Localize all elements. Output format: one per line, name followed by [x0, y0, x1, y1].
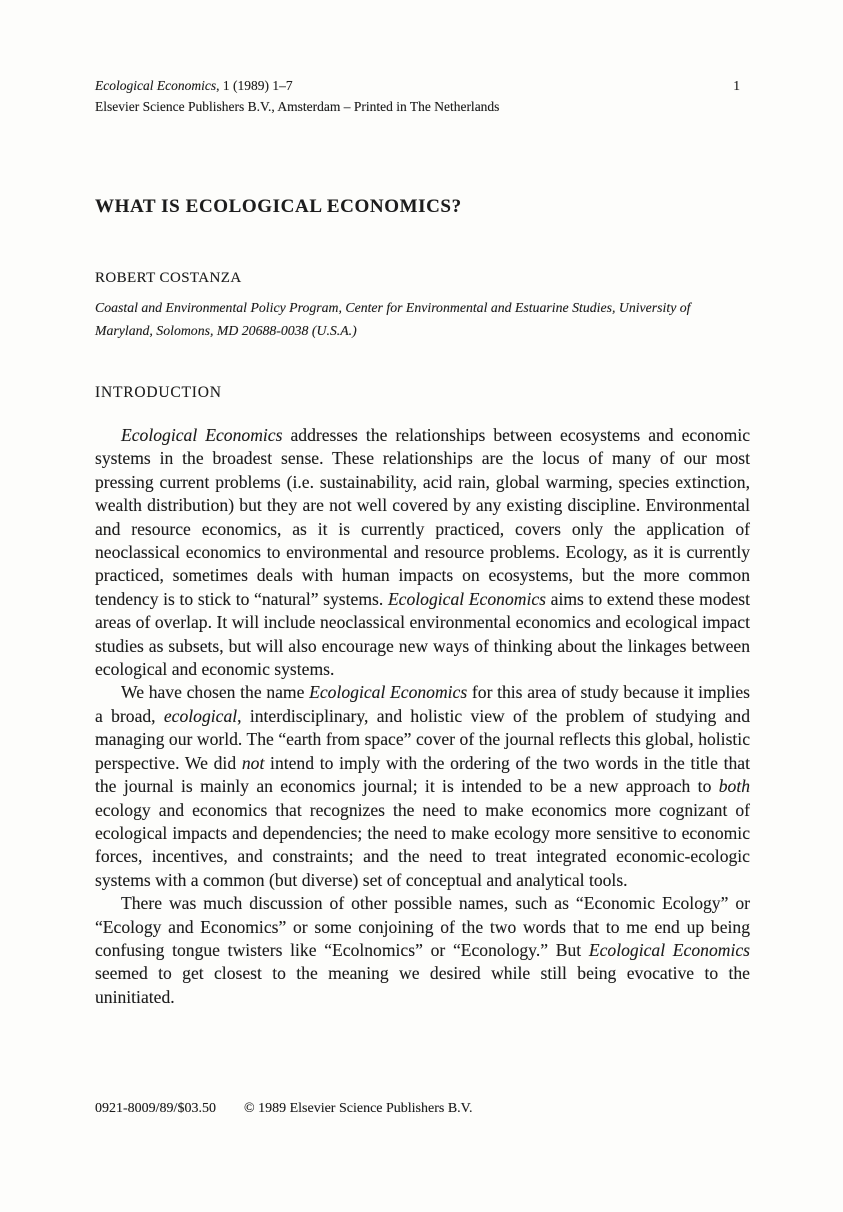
paper-title: WHAT IS ECOLOGICAL ECONOMICS? [95, 196, 462, 217]
author-affiliation: Coastal and Environmental Policy Program, Center for Environmental and Estuarine Studies, University of Maryland, Solomons, MD 20688-0038 (U.S.A.) [95, 300, 691, 338]
footer-issn-price: 0921-8009/89/$03.50 [95, 1101, 216, 1116]
paragraph: We have chosen the name Ecological Economics for this area of study because it implies a broad, ecological, interdisciplinary, and holistic view of the problem of studying and managing our world. The “earth from space” cover of the journal reflects this global, holistic perspective. We did not intend to imply with the ordering of the two words in the title that the journal is mainly an economics journal; it is intended to be a new approach to both ecology and economics that recognizes the need to make economics more cognizant of ecological impacts and dependencies; the need to make ecology more sensitive to economic forces, incentives, and constraints; and the need to treat integrated economic-ecologic systems with a common (but diverse) set of conceptual and analytical tools. [95, 682, 750, 890]
footer-copyright: © 1989 Elsevier Science Publishers B.V. [243, 1101, 473, 1116]
author-name: ROBERT COSTANZA [95, 270, 242, 286]
journal-header [95, 76, 748, 117]
paragraph: There was much discussion of other possible names, such as “Economic Ecology” or “Ecology and Economics” or some conjoining of the two words that to me end up being confusing tongue twisters like “Ecolnomics” or “Econology.” But Ecological Economics seemed to get closest to the meaning we desired while still being evocative to the uninitiated. [95, 893, 750, 1007]
article-body [95, 424, 750, 1009]
section-heading-introduction: INTRODUCTION [95, 384, 222, 401]
publisher-line: Elsevier Science Publishers B.V., Amsterdam – Printed in The Netherlands [95, 99, 500, 114]
paragraph: Ecological Economics addresses the relationships between ecosystems and economic systems in the broadest sense. These relationships are the locus of many of our most pressing current problems (i.e. sustainability, acid rain, global warming, species extinction, wealth distribution) but they are not well covered by any existing discipline. Environmental and resource economics, as it is currently practiced, covers only the application of neoclassical economics to environmental and resource problems. Ecology, as it is currently practiced, sometimes deals with human impacts on ecosystems, but the more common tendency is to stick to “natural” systems. Ecological Economics aims to extend these modest areas of overlap. It will include neoclassical environmental economics and ecological impact studies as subsets, but will also encourage new ways of thinking about the linkages between ecological and economic systems. [95, 425, 751, 680]
journal-citation: Ecological Economics, 1 (1989) 1–7 [95, 78, 293, 93]
page-number: 1 [733, 78, 740, 93]
footer [95, 1101, 472, 1117]
